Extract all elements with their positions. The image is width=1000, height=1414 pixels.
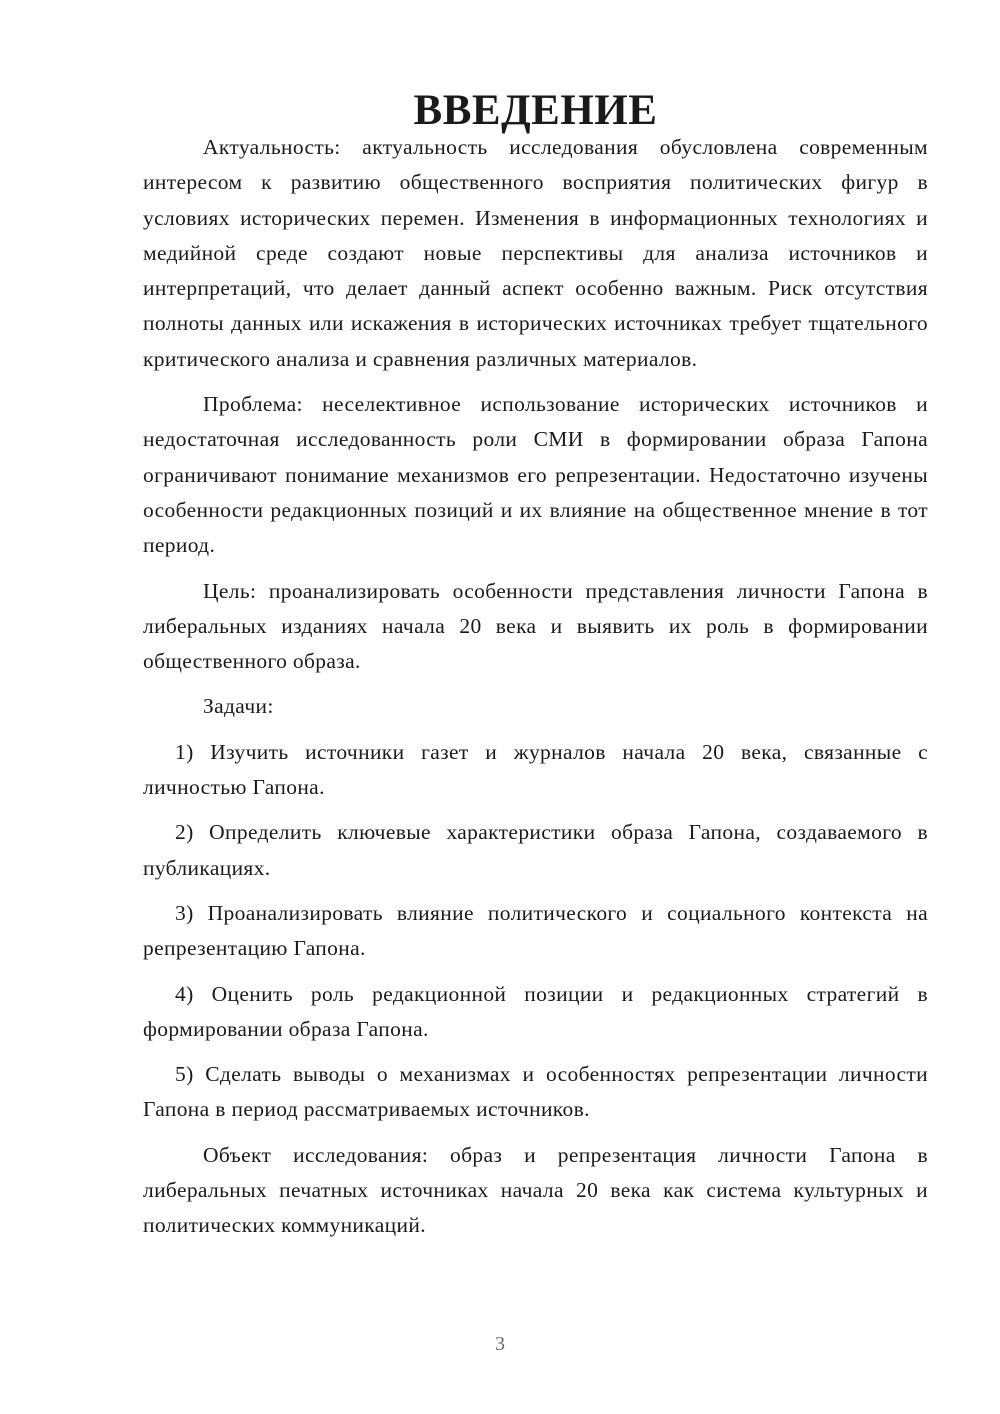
paragraph-relevance: Актуальность: актуальность исследования обусловлена современным интересом к развитию общественного восприятия политических фигур в условиях исторических перемен. Изменения в информационных технологиях и медийной среде создают новые перспективы для анализа источников и интерпретаций, что делает данный аспект особенно важным. Риск отсутствия полноты данных или искажения в исторических источниках требует тщательного критического анализа и сравнения различных материалов. <box>143 135 928 371</box>
document-page <box>143 87 928 1244</box>
paragraph-problem: Проблема: неселективное использование исторических источников и недостаточная исследованность роли СМИ в формировании образа Гапона ограничивают понимание механизмов его репрезентации. Недостаточно изучены особенности редакционных позиций и их влияние на общественное мнение в тот период. <box>143 392 928 558</box>
task-item-2: 2) Определить ключевые характеристики образа Гапона, создаваемого в публикациях. <box>143 820 928 880</box>
task-item-3: 3) Проанализировать влияние политического и социального контекста на репрезентацию Гапона. <box>143 900 928 961</box>
task-item-5: 5) Сделать выводы о механизмах и особенностях репрезентации личности Гапона в период рассматриваемых источников. <box>143 1062 928 1122</box>
section-title: ВВЕДЕНИЕ <box>413 87 658 134</box>
tasks-heading: Задачи: <box>203 694 274 719</box>
task-item-1: 1) Изучить источники газет и журналов начала 20 века, связанные с личностью Гапона. <box>143 739 928 800</box>
page-number: 3 <box>495 1333 505 1355</box>
paragraph-goal: Цель: проанализировать особенности представления личности Гапона в либеральных изданиях начала 20 века и выявить их роль в формировании общественного образа. <box>143 578 928 674</box>
task-item-4: 4) Оценить роль редакционной позиции и редакционных стратегий в формировании образа Гапона. <box>143 981 928 1041</box>
paragraph-object: Объект исследования: образ и репрезентация личности Гапона в либеральных печатных источниках начала 20 века как система культурных и политических коммуникаций. <box>143 1142 928 1238</box>
